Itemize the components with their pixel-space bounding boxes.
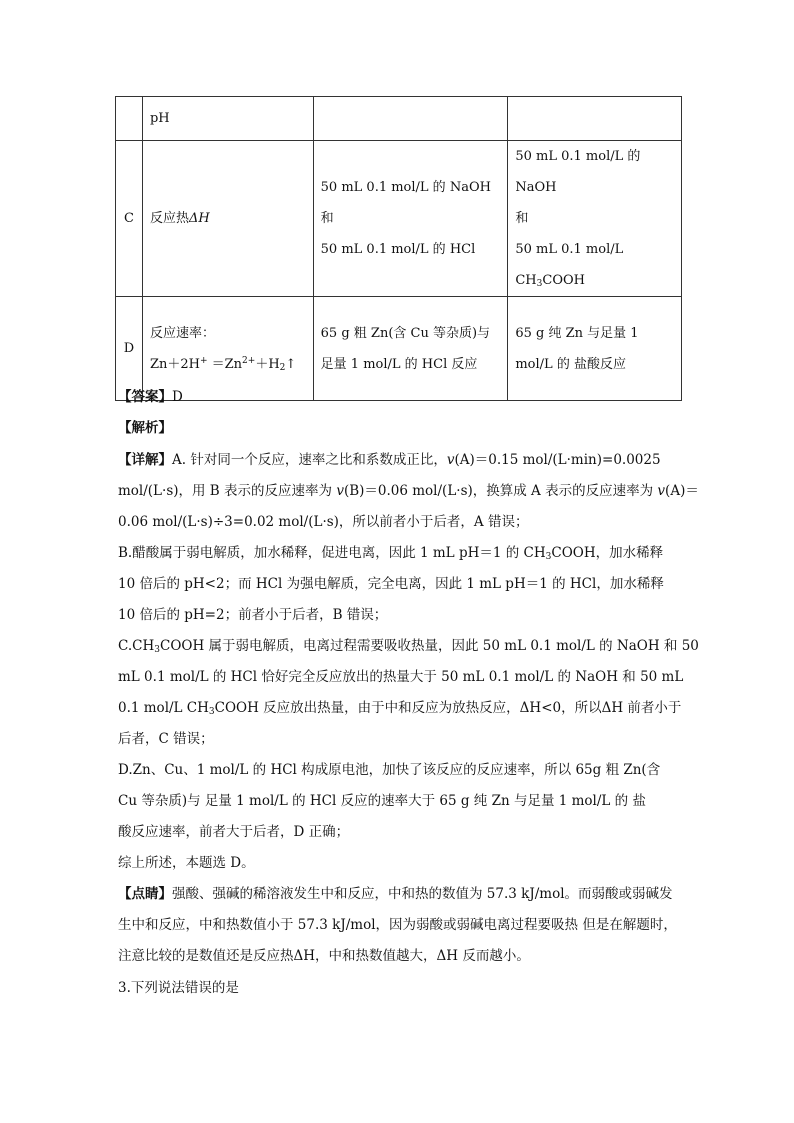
detail-line-10: 后者，C 错误； [118,731,214,747]
row-a-cell [313,97,508,141]
cell-line: mol/L 的 盐酸反应 [515,356,626,372]
table-row-d [116,297,682,401]
cell-line: 65 g 纯 Zn 与足量 1 [515,325,639,341]
detail-line-3: 0.06 mol/(L·s)÷3=0.02 mol/(L·s)，所以前者小于后者，A 错误； [118,514,529,530]
tip-line-3: 注意比较的是数值还是反应热ΔH，中和热数值越大，ΔH 反而越小。 [118,948,530,964]
cell-line: 50 mL 0.1 mol/L 的 NaOH 和 [320,180,491,226]
table-row-ph [116,97,682,141]
tip-line-1: 【点睛】强酸、强碱的稀溶液发生中和反应，中和热的数值为 57.3 kJ/mol。而弱酸或弱碱发 [118,886,673,902]
tip-line-2: 生中和反应，中和热数值小于 57.3 kJ/mol，因为弱酸或弱碱电离过程要吸热 但是在解题时， [118,917,677,933]
row-a-cell [313,141,508,297]
row-a-cell [313,297,508,401]
detail-line-4: B.醋酸属于弱电解质，加水稀释，促进电离，因此 1 mL pH＝1 的 $CH_3COOH$，加水稀释 [118,545,664,562]
tip-bracket: 【点睛】 [118,886,172,902]
item-label: 反应热 [149,211,189,226]
row-b-cell [508,297,682,401]
row-item-cell: pH [142,97,313,141]
table-row-c [116,141,682,297]
detail-line-13: 酸反应速率，前者大于后者，D 正确； [118,824,350,840]
detail-line-6: 10 倍后的 pH=2；前者小于后者，B 错误； [118,607,388,623]
detail-line-12: Cu 等杂质)与 足量 1 mol/L 的 HCl 反应的速率大于 65 g 纯 Zn 与足量 1 mol/L 的 盐 [118,793,646,809]
detail-line-7: $C.CH_3COOH$ 属于弱电解质，电离过程需要吸收热量，因此 50 mL 0.1 mol/L 的 NaOH 和 50 [118,638,699,655]
detail-line-11: D.Zn、Cu、1 mol/L 的 HCl 构成原电池，加快了该反应的反应速率，所以 65g 粗 Zn(含 [118,762,661,778]
row-b-cell [508,141,682,297]
cell-line: 65 g 粗 Zn(含 Cu 等杂质)与 [320,325,491,341]
detail-line-14: 综上所述，本题选 D。 [118,855,255,871]
analysis-heading [118,418,172,438]
cell-line: 足量 1 mol/L 的 HCl 反应 [320,356,478,372]
comparison-table [115,96,682,401]
row-item-cell [142,297,313,401]
answer-line [118,387,183,407]
row-letter-cell: D [116,297,143,401]
cell-line: 50 mL 0.1 mol/L [515,242,624,257]
detail-line-1: 【详解】A. 针对同一个反应，速率之比和系数成正比，v(A)＝0.15 mol/(L·min)=0.0025 [118,452,661,468]
row-item-cell [142,141,313,297]
analysis-bracket: 【解析】 [118,420,172,436]
reaction-equation: $Zn+2H^+ =Zn^{2+}+H_2↑$ [149,355,297,373]
detail-line-5: 10 倍后的 pH<2；而 HCl 为强电解质，完全电离，因此 1 mL pH＝1 的 HCl，加水稀释 [118,576,664,592]
row-letter-cell: C [116,141,143,297]
cell-line: 50 mL 0.1 mol/L 的 NaOH [515,149,641,195]
cell-line: 和 [515,211,529,226]
delta-h-symbol: ΔH [188,211,210,226]
answer-bracket: 【答案】 [118,389,172,405]
detail-line-8: mL 0.1 mol/L 的 HCl 恰好完全反应放出的热量大于 50 mL 0.1 mol/L 的 NaOH 和 50 mL [118,669,684,685]
answer-text: D [172,389,183,405]
cell-line: $CH_3COOH$ [515,273,585,289]
next-question: 3.下列说法错误的是 [118,980,239,996]
cell-line: 50 mL 0.1 mol/L 的 HCl [320,242,476,257]
row-b-cell [508,97,682,141]
detail-bracket: 【详解】 [118,452,172,468]
row-letter-cell [116,97,143,141]
detail-line-2: mol/(L·s)，用 B 表示的反应速率为 v(B)＝0.06 mol/(L·s)，换算成 A 表示的反应速率为 v(A)＝ [118,483,699,499]
cell-line: 反应速率： [149,325,215,341]
detail-line-9: 0.1 mol/L $CH_3COOH$ 反应放出热量，由于中和反应为放热反应，ΔH<0，所以ΔH 前者小于 [118,700,682,717]
